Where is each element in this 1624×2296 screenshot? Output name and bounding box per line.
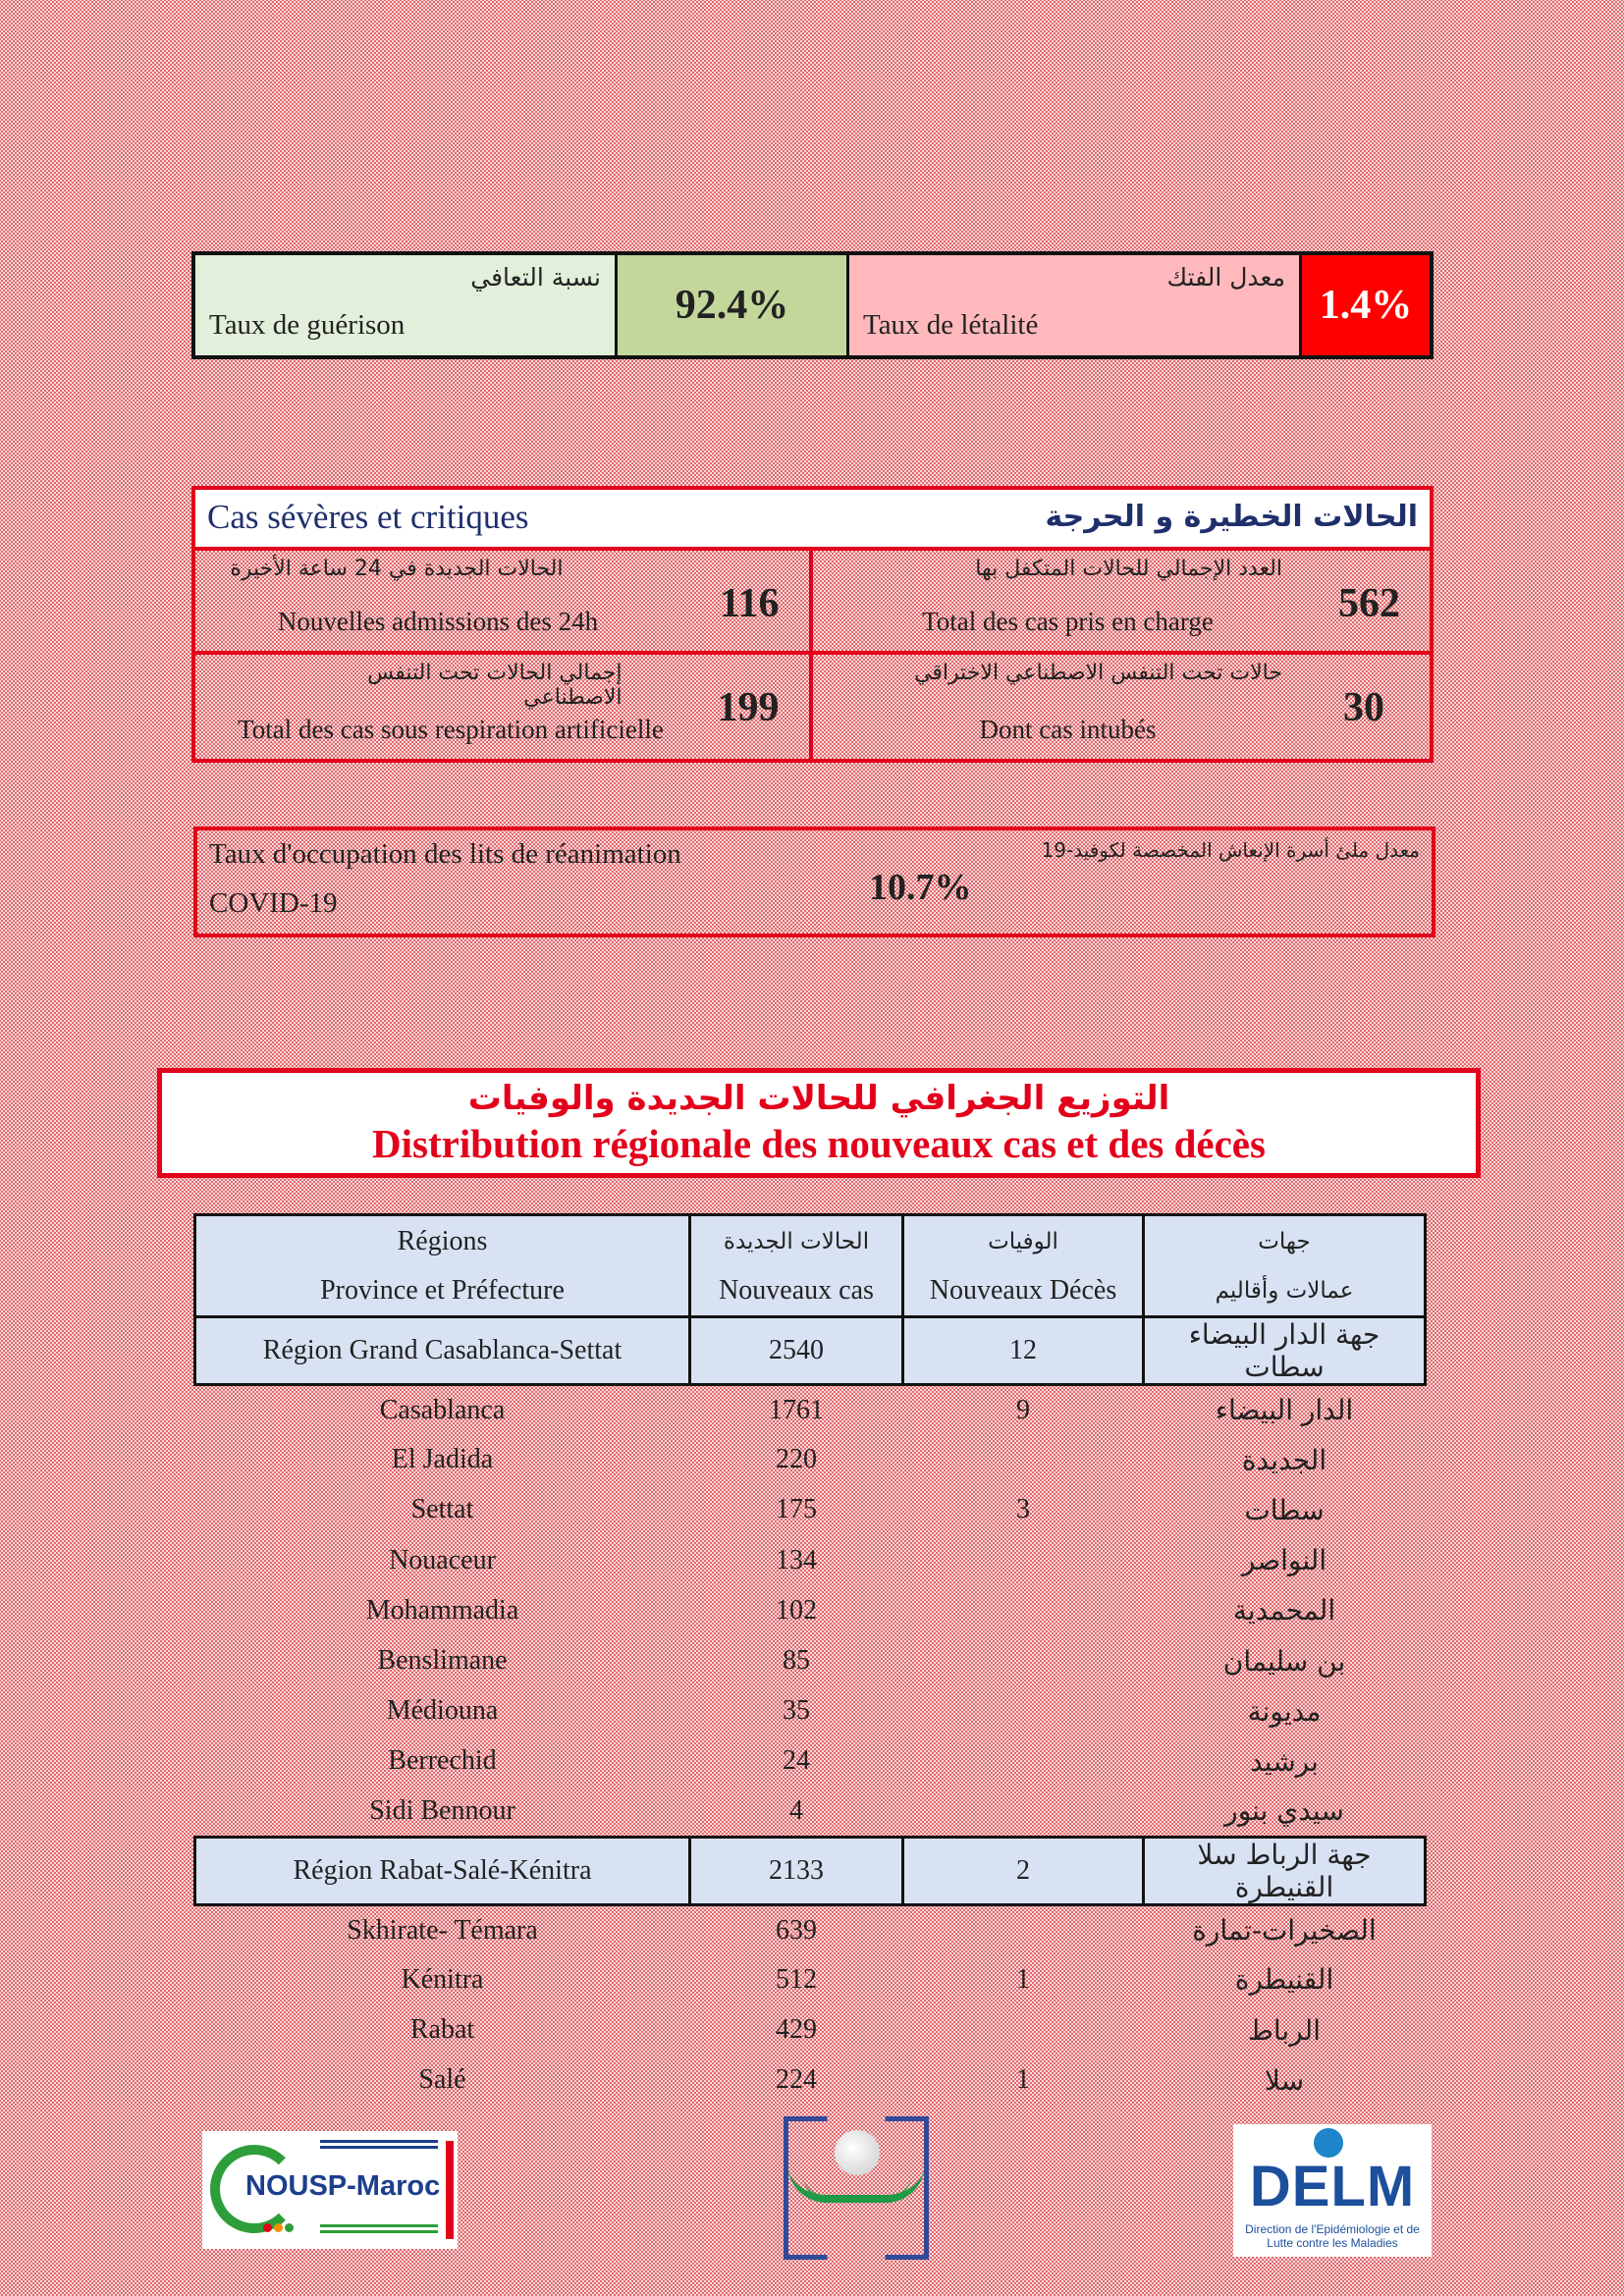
distribution-title-ar: التوزيع الجغرافي للحالات الجديدة والوفيات <box>467 1079 1170 1118</box>
province-name-ar-cell: سيدي بنور <box>1224 1794 1344 1828</box>
new-deaths-cell <box>903 1535 1144 1585</box>
lethality-rate-ar: معدل الفتك <box>1166 263 1285 292</box>
new-deaths-cell: 3 <box>1016 1494 1030 1525</box>
province-name-ar-cell: المحمدية <box>1232 1594 1336 1628</box>
nousp-logo-top-text-lines <box>320 2137 438 2157</box>
table-row <box>195 1686 1426 1736</box>
header-new-cases-l2: Nouveaux cas <box>719 1274 874 1306</box>
delm-logo-word: DELM <box>1249 2155 1416 2218</box>
table-row <box>195 1485 1426 1535</box>
header-new-deaths <box>903 1215 1144 1317</box>
table-row <box>195 1635 1426 1685</box>
header-regions-l1: Régions <box>397 1225 488 1256</box>
region-row <box>195 1317 1426 1385</box>
lethality-rate-label <box>849 255 1302 355</box>
table-row <box>195 1535 1426 1585</box>
icu-occupancy-fr-line2: COVID-19 <box>209 887 338 919</box>
new-cases-cell: 102 <box>776 1594 817 1626</box>
table-row <box>195 1787 1426 1837</box>
province-name-ar-cell: مديونة <box>1247 1694 1322 1728</box>
regional-distribution-table <box>193 1213 1427 2106</box>
header-new-cases-l1: الحالات الجديدة <box>723 1228 870 1255</box>
province-name-cell: Région Grand Casablanca-Settat <box>195 1317 690 1385</box>
table-row <box>195 2005 1426 2056</box>
icu-occupancy-value: 10.7% <box>869 867 972 908</box>
province-name-ar-cell: الدار البيضاء <box>1215 1394 1354 1427</box>
total-cases-value: 562 <box>1338 581 1400 626</box>
new-admissions-fr: Nouvelles admissions des 24h <box>277 607 599 636</box>
recovery-rate-value: 92.4% <box>618 255 849 355</box>
new-cases-cell: 429 <box>776 2014 817 2046</box>
new-deaths-cell <box>903 1585 1144 1635</box>
total-cases-fr: Total des cas pris en charge <box>922 607 1214 636</box>
province-name-cell: Rabat <box>409 2014 475 2046</box>
new-deaths-cell <box>903 1904 1144 1954</box>
severe-cases-title-ar: الحالات الخطيرة و الحرجة <box>1045 500 1418 534</box>
new-cases-cell: 85 <box>783 1645 810 1677</box>
table-header-row <box>195 1215 1426 1317</box>
distribution-title-box <box>157 1068 1481 1178</box>
province-name-ar-cell: الصخيرات-تمارة <box>1192 1914 1377 1948</box>
table-row <box>195 2056 1426 2106</box>
nousp-logo-bottom-text-lines <box>320 2221 438 2241</box>
province-name-cell: Kénitra <box>401 1963 484 1995</box>
recovery-rate-ar: نسبة التعافي <box>470 263 601 292</box>
province-name-ar-cell: الجديدة <box>1241 1443 1327 1476</box>
icu-occupancy-ar: معدل ملئ أسرة الإنعاش المخصصة لكوفيد-19 <box>1041 838 1420 862</box>
province-name-cell: Nouaceur <box>389 1544 496 1575</box>
header-regions-l2: Province et Préfecture <box>320 1274 565 1306</box>
lethality-rate-value: 1.4% <box>1302 255 1430 355</box>
province-name-cell: Casablanca <box>379 1394 506 1425</box>
header-regions-ar-l1: جهات <box>1258 1228 1311 1255</box>
table-row <box>195 1904 1426 1954</box>
new-cases-cell: 639 <box>776 1914 817 1946</box>
province-name-ar-cell: جهة الرباط سلا القنيطرة <box>1144 1837 1426 1904</box>
intubated-cell <box>813 655 1431 759</box>
delm-logo-subtitle: Direction de l'Epidémiologie et de Lutte contre les Maladies <box>1245 2222 1420 2250</box>
province-name-cell: El Jadida <box>391 1444 494 1475</box>
province-name-cell: Settat <box>410 1494 474 1525</box>
province-name-ar-cell: جهة الدار البيضاء سطات <box>1144 1317 1426 1385</box>
rates-panel <box>191 251 1434 359</box>
ministry-emblem-logo <box>784 2116 929 2260</box>
nousp-logo-name: NOUSP-Maroc <box>245 2170 441 2202</box>
severe-cases-header <box>195 490 1430 551</box>
new-admissions-value: 116 <box>719 581 780 626</box>
province-name-ar-cell: النواصر <box>1241 1544 1327 1577</box>
province-name-cell: Sidi Bennour <box>369 1794 515 1826</box>
province-name-cell: Benslimane <box>377 1645 508 1677</box>
new-cases-cell: 35 <box>783 1695 810 1727</box>
new-deaths-cell: 2 <box>903 1837 1144 1904</box>
province-name-ar-cell: بن سليمان <box>1222 1644 1346 1678</box>
icu-occupancy-fr-line1: Taux d'occupation des lits de réanimation <box>209 838 681 870</box>
new-cases-cell: 4 <box>789 1794 803 1826</box>
distribution-title-fr: Distribution régionale des nouveaux cas et des décès <box>372 1121 1266 1166</box>
new-deaths-cell <box>903 1736 1144 1787</box>
header-new-cases <box>690 1215 903 1317</box>
new-admissions-ar: الحالات الجديدة في 24 ساعة الأخيرة <box>230 557 564 581</box>
province-name-cell: Salé <box>418 2064 466 2096</box>
new-deaths-cell: 1 <box>1016 1963 1030 1995</box>
province-name-cell: Skhirate- Témara <box>347 1914 538 1946</box>
new-cases-cell: 175 <box>776 1494 817 1525</box>
table-row <box>195 1954 1426 2004</box>
ventilation-fr: Total des cas sous respiration artificielle <box>238 715 664 744</box>
lethality-rate-fr: Taux de létalité <box>863 309 1039 341</box>
total-cases-cell <box>813 551 1431 655</box>
recovery-rate-fr: Taux de guérison <box>209 309 406 341</box>
new-cases-cell: 1761 <box>769 1394 824 1425</box>
province-name-cell: Région Rabat-Salé-Kénitra <box>195 1837 690 1904</box>
new-cases-cell: 2540 <box>690 1317 903 1385</box>
region-row <box>195 1837 1426 1904</box>
nousp-logo-dots <box>263 2219 296 2237</box>
new-deaths-cell <box>903 1787 1144 1837</box>
icu-occupancy-panel <box>193 827 1435 937</box>
province-name-cell: Berrechid <box>388 1745 497 1777</box>
new-deaths-cell <box>903 1435 1144 1485</box>
total-cases-ar: العدد الإجمالي للحالات المتكفل بها <box>975 557 1282 581</box>
new-deaths-cell <box>903 1686 1144 1736</box>
new-deaths-cell: 1 <box>1016 2064 1030 2096</box>
province-name-ar-cell: القنيطرة <box>1234 1963 1334 1997</box>
ventilation-value: 199 <box>717 685 780 730</box>
new-cases-cell: 220 <box>776 1444 817 1475</box>
table-row <box>195 1385 1426 1435</box>
new-deaths-cell <box>903 1635 1144 1685</box>
new-admissions-cell <box>195 551 813 655</box>
new-deaths-cell: 12 <box>903 1317 1144 1385</box>
new-cases-cell: 24 <box>783 1745 810 1777</box>
new-cases-cell: 134 <box>776 1544 817 1575</box>
province-name-ar-cell: برشيد <box>1250 1744 1319 1778</box>
new-deaths-cell <box>903 2005 1144 2056</box>
severe-cases-title-fr: Cas sévères et critiques <box>207 498 529 536</box>
intubated-value: 30 <box>1343 685 1384 730</box>
province-name-cell: Mohammadia <box>365 1594 519 1626</box>
province-name-ar-cell: سطات <box>1244 1493 1325 1526</box>
header-regions-ar-l2: عمالات وأقاليم <box>1215 1277 1354 1304</box>
table-row <box>195 1736 1426 1787</box>
intubated-fr: Dont cas intubés <box>979 715 1157 744</box>
table-row <box>195 1585 1426 1635</box>
severe-cases-panel <box>191 486 1434 763</box>
header-new-deaths-l1: الوفيات <box>988 1228 1058 1255</box>
header-regions <box>195 1215 690 1317</box>
new-cases-cell: 512 <box>776 1963 817 1995</box>
ventilation-ar: إجمالي الحالات تحت التنفس الاصطناعي <box>367 661 623 710</box>
ventilation-cell <box>195 655 813 759</box>
new-deaths-cell: 9 <box>1016 1394 1030 1425</box>
province-name-ar-cell: الرباط <box>1248 2013 1321 2047</box>
nousp-logo-bar <box>446 2141 454 2239</box>
nousp-logo <box>202 2131 458 2249</box>
header-new-deaths-l2: Nouveaux Décès <box>929 1274 1117 1306</box>
intubated-ar: حالات تحت التنفس الاصطناعي الاختراقي <box>914 661 1282 685</box>
table-row <box>195 1435 1426 1485</box>
delm-logo <box>1233 2124 1432 2257</box>
province-name-ar-cell: سلا <box>1264 2063 1305 2097</box>
province-name-cell: Médiouna <box>386 1695 499 1727</box>
recovery-rate-label <box>195 255 618 355</box>
new-cases-cell: 2133 <box>690 1837 903 1904</box>
new-cases-cell: 224 <box>776 2064 817 2096</box>
header-regions-ar <box>1144 1215 1426 1317</box>
